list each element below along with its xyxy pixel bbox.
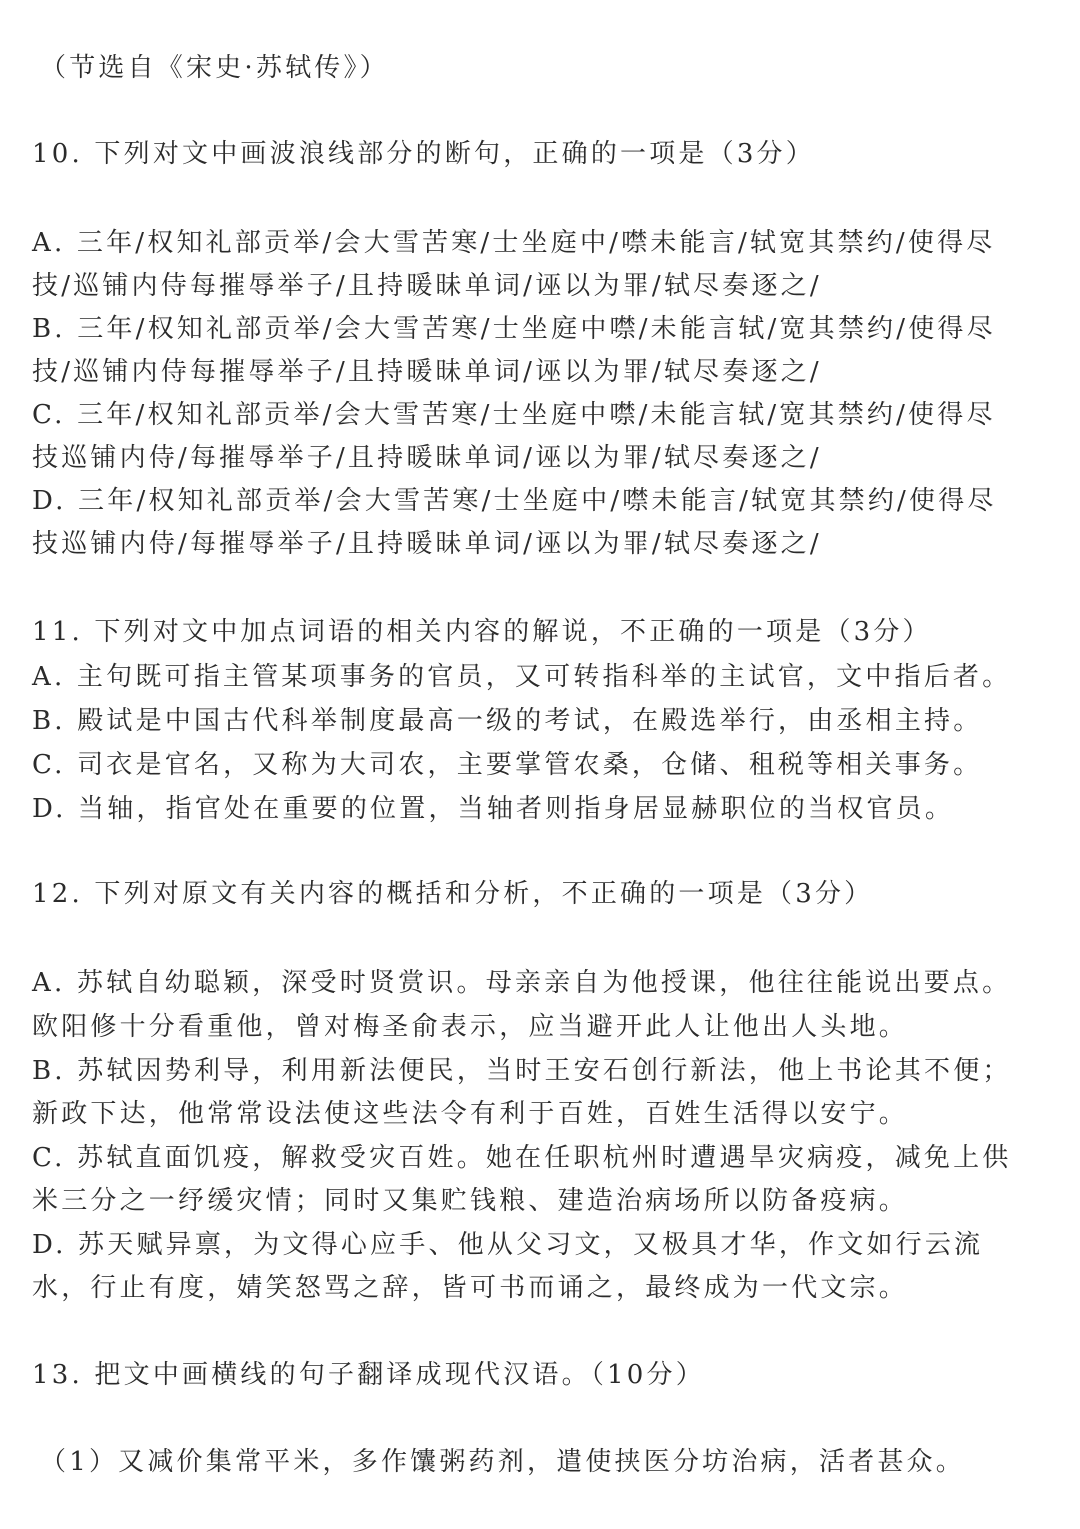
- option-12-c-line1: C. 苏轼直面饥疫，解救受灾百姓。她在任职杭州时遭遇旱灾病疫，减免上供: [32, 1143, 1012, 1173]
- option-10-d-line1: D. 三年/权知礼部贡举/会大雪苦寒/士坐庭中/噤未能言/轼宽其禁约/使得尽: [32, 486, 997, 516]
- option-12-c-line2: 米三分之一纾缓灾情；同时又集贮钱粮、建造治病场所以防备疫病。: [32, 1186, 909, 1216]
- option-12-a-line2: 欧阳修十分看重他，曾对梅圣俞表示，应当避开此人让他出人头地。: [32, 1012, 909, 1042]
- option-11-c: C. 司衣是官名，又称为大司农，主要掌管农桑，仓储、租税等相关事务。: [32, 750, 983, 780]
- option-12-b-line1: B. 苏轼因势利导，利用新法便民，当时王安石创行新法，他上书论其不便；: [32, 1056, 1012, 1086]
- option-10-c-line2: 技巡铺内侍/每摧辱举子/且持暖昧单词/诬以为罪/轼尽奏逐之/: [32, 443, 822, 473]
- option-10-d-line2: 技巡铺内侍/每摧辱举子/且持暖昧单词/诬以为罪/轼尽奏逐之/: [32, 529, 822, 559]
- option-10-a-line1: A. 三年/权知礼部贡举/会大雪苦寒/士坐庭中/噤未能言/轼宽其禁约/使得尽: [32, 228, 996, 258]
- option-10-a-line2: 技/巡铺内侍每摧辱举子/且持暖昧单词/诬以为罪/轼尽奏逐之/: [32, 271, 822, 301]
- option-11-b: B. 殿试是中国古代科举制度最高一级的考试，在殿选举行，由丞相主持。: [32, 706, 983, 736]
- option-10-c-line1: C. 三年/权知礼部贡举/会大雪苦寒/士坐庭中噤/未能言轼/宽其禁约/使得尽: [32, 400, 996, 430]
- question-11-stem: 11. 下列对文中加点词语的相关内容的解说，不正确的一项是（3分）: [32, 617, 932, 647]
- option-10-b-line2: 技/巡铺内侍每摧辱举子/且持暖昧单词/诬以为罪/轼尽奏逐之/: [32, 357, 822, 387]
- question-12-stem: 12. 下列对原文有关内容的概括和分析，不正确的一项是（3分）: [32, 879, 874, 909]
- option-10-b-line1: B. 三年/权知礼部贡举/会大雪苦寒/士坐庭中噤/未能言轼/宽其禁约/使得尽: [32, 314, 996, 344]
- option-12-d-line2: 水，行止有度，婧笑怒骂之辞，皆可书而诵之，最终成为一代文宗。: [32, 1273, 909, 1303]
- option-11-d: D. 当轴，指官处在重要的位置，当轴者则指身居显赫职位的当权官员。: [32, 794, 955, 824]
- question-13-sub-1: （1）又减价集常平米，多作馕粥药剂，遣使挟医分坊治病，活者甚众。: [40, 1447, 965, 1477]
- option-11-a: A. 主句既可指主管某项事务的官员，又可转指科举的主试官，文中指后者。: [32, 662, 1012, 692]
- option-12-a-line1: A. 苏轼自幼聪颖，深受时贤赏识。母亲亲自为他授课，他往往能说出要点。: [32, 968, 1012, 998]
- question-10-stem: 10. 下列对文中画波浪线部分的断句，正确的一项是（3分）: [32, 139, 815, 169]
- question-13-stem: 13. 把文中画横线的句子翻译成现代汉语。（10分）: [32, 1360, 705, 1390]
- option-12-d-line1: D. 苏天赋异禀，为文得心应手、他从父习文，又极具才华，作文如行云流: [32, 1230, 984, 1260]
- option-12-b-line2: 新政下达，他常常设法使这些法令有利于百姓，百姓生活得以安宁。: [32, 1099, 909, 1129]
- source-citation: （节选自《宋史·苏轼传》）: [40, 53, 389, 83]
